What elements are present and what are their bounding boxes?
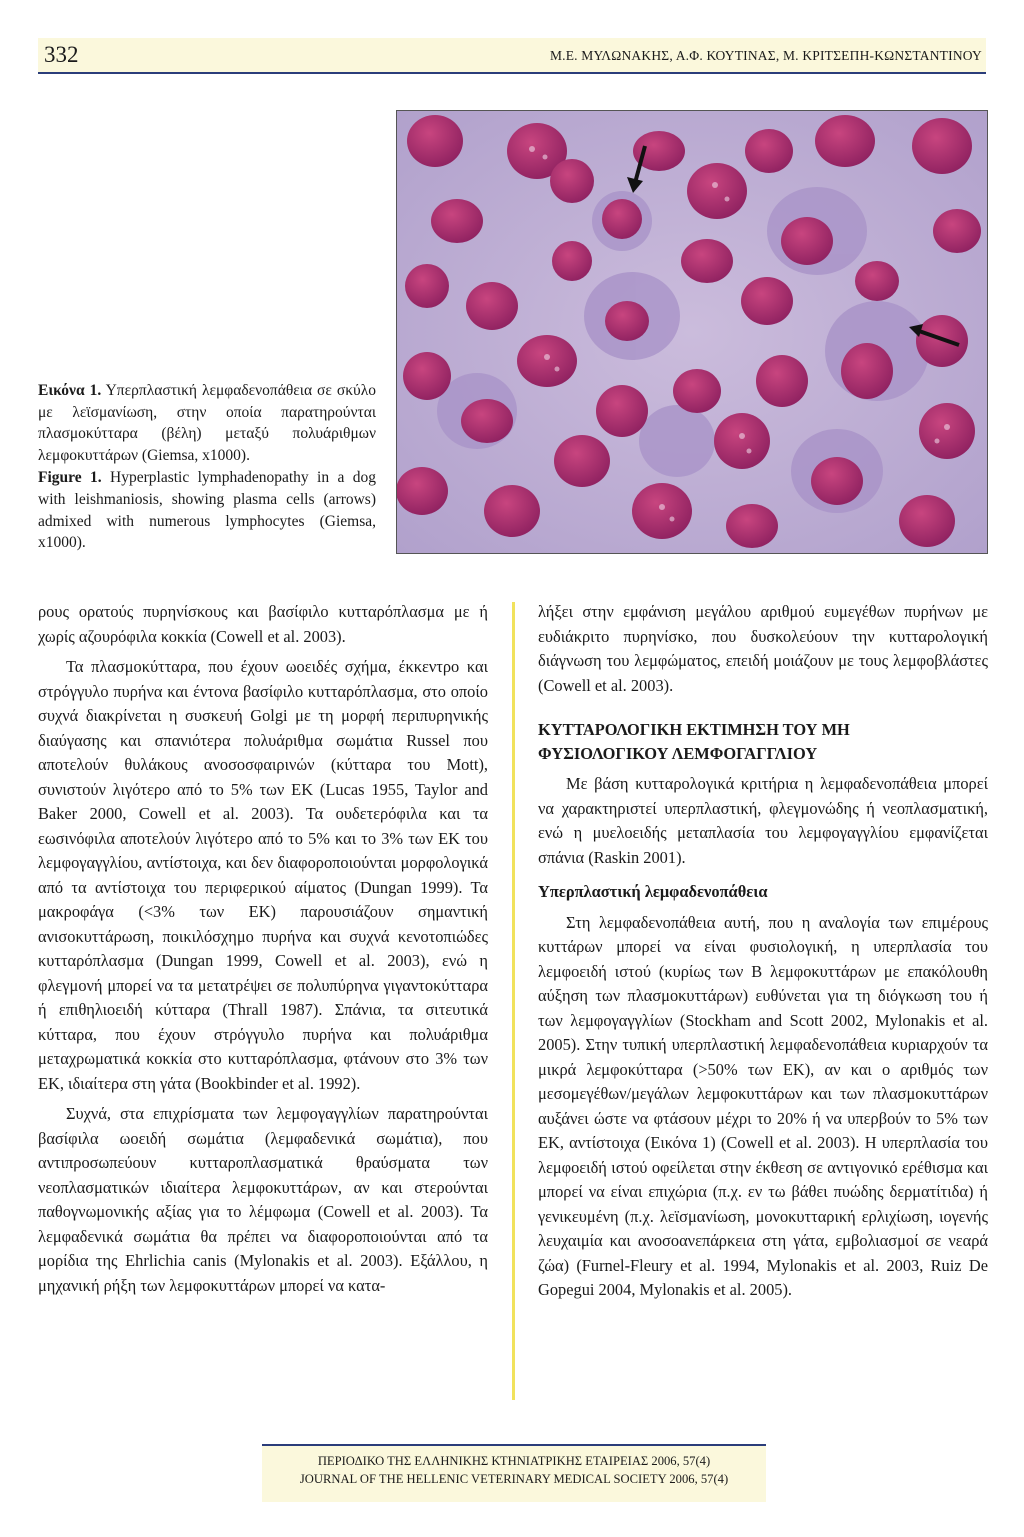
paragraph: Τα πλασμοκύτταρα, που έχουν ωοειδές σχήμα, έκκεντρο και στρόγγυλο πυρήνα και έντονα βασίφιλο κυτταρόπλασμα, στο οποίο συχνά διακρίνεται η συσκευή Golgi με τη μορφή περιπυρηνικής διαύγασης και σπανιότερα πολυάριθμα σωμάτια Russel που αποτελούν θυλάκους ανοσοσφαιρινών (κύτταρα του Mott), συνιστούν λιγότερο από το 5% των ΕΚ (Lucas 1955, Taylor and Baker 2000, Cowell et al. 2003). Τα ουδετερόφιλα και τα εωσινόφιλα αποτελούν λιγότερο από το 5% και το 3% των ΕΚ του λεμφογαγγλίου, αντίστοιχα, και δεν διαφοροποιούνται μορφολογικά από τα αντίστοιχα του περιφερικού αίματος (Dungan 1999). Τα μακροφάγα (<3% των ΕΚ) παρουσιάζουν σημαντική ανισοκυττάρωση, ποικιλόσχημο πυρήνα και συχνά κενοτοπιώδες κυτταρόπλασμα (Dungan 1999, Cowell et al. 2003), ενώ η φλεγμονή μπορεί να τα μετατρέψει σε πολυπύρηνα γιγαντοκύτταρα ή επιθηλιοειδή κύτταρα (Thrall 1987). Σπάνια, τα σιτευτικά κύτταρα, που έχουν στρόγγυλο πυρήνα και πολυάριθμα μεταχρωματικά κοκκία στο κυτταρόπλασμα, φτάνουν στο 3% των ΕΚ, ιδιαίτερα στη γάτα (Bookbinder et al. 1992). [38, 657, 488, 1093]
column-divider [512, 602, 515, 1400]
micrograph-image [397, 111, 987, 553]
caption-greek-label: Εικόνα 1. [38, 382, 102, 399]
paragraph: Συχνά, στα επιχρίσματα των λεμφογαγγλίων παρατηρούνται βασίφιλα ωοειδή σωμάτια (λεμφαδενικά σωμάτια), που αντιπροσωπεύουν κυτταροπλασματικά θραύσματα των νεοπλασματικών ιδιαίτερα λεμφοκυττάρων, αν και στερούνται παθογνωμονικής αξίας για το λέμφωμα (Cowell et al. 2003). Τα λεμφαδενικά σωμάτια θα πρέπει να διαφοροποιούνται από τα μορίδια της Ehrlichia canis (Mylonakis et al. 2003). Εξάλλου, η μηχανική ρήξη των λεμφοκυττάρων μπορεί να κατα- [38, 1104, 488, 1295]
paragraph: Στη λεμφαδενοπάθεια αυτή, που η αναλογία των επιμέρους κυττάρων μπορεί να είναι φυσιολογική, η υπερπλασία του λεμφοειδή ιστού (κυρίως των Β λεμφοκυττάρων με επακόλουθη αύξηση των πλασμοκυττάρων) ευθύνεται για τη διόγκωση του ή των λεμφογαγγλίων (Stockham and Scott 2002, Mylonakis et al. 2005). Στην τυπική υπερπλαστική λεμφαδενοπάθεια κυριαρχούν τα μικρά λεμφοκύτταρα (>50% των ΕΚ), αν και ο αριθμός των μεσομεγέθων/μεγάλων λεμφοκυττάρων και των πλασμοκυττάρων αυξάνει ώστε να φτάσουν μέχρι το 20% ή να υπερβούν το 5% των ΕΚ, αντίστοιχα (Εικόνα 1) (Cowell et al. 2003). Η υπερπλασία του λεμφοειδή ιστού οφείλεται στην έκθεση σε αντιγονικό ερέθισμα και μπορεί να είναι επιχώρια (π.χ. εν τω βάθει πυώδης δερματίτιδα) ή γενικευμένη (π.χ. λεϊσμανίωση, μονοκυτταρική ερλιχίωση, ιογενής λευχαιμία και ανοσοανεπάρκεια στη γάτα, εμβολιασμοί σε νεαρά ζώα) (Furnel-Fleury et al. 1994, Mylonakis et al. 2003, Ruiz De Gopegui 2004, Mylonakis et al. 2005). [538, 912, 988, 1299]
caption-english-text: Hyperplastic lymphadenopathy in a dog with leishmaniosis, showing plasma cells (arrows) admixed with numerous lymphocytes (Giemsa, x1000). [38, 469, 377, 552]
paragraph: ρους ορατούς πυρηνίσκους και βασίφιλο κυτταρόπλασμα με ή χωρίς αζουρόφιλα κοκκία (Cowell et al. 2003). [38, 602, 488, 646]
right-column [538, 600, 988, 1303]
section-heading-line-2: ΦΥΣΙΟΛΟΓΙΚΟΥ ΛΕΜΦΟΓΑΓΓΛΙΟΥ [538, 744, 818, 763]
footer-greek: ΠΕΡΙΟΔΙΚΟ ΤΗΣ ΕΛΛΗΝΙΚΗΣ ΚΤΗΝΙΑΤΡΙΚΗΣ ΕΤΑΙΡΕΙΑΣ 2006, 57(4) [317, 1454, 711, 1468]
figure-micrograph [396, 110, 988, 554]
left-column [38, 600, 488, 1298]
subsection-heading: Υπερπλαστική λεμφαδενοπάθεια [538, 882, 768, 901]
footer-english: JOURNAL OF THE HELLENIC VETERINARY MEDICAL SOCIETY 2006, 57(4) [299, 1472, 729, 1486]
figure-caption [38, 380, 376, 555]
running-header-authors: Μ.Ε. ΜΥΛΩΝΑΚΗΣ, Α.Φ. ΚΟΥΤΙΝΑΣ, Μ. ΚΡΙΤΣΕΠΗ-ΚΩΝΣΤΑΝΤΙΝΟΥ [549, 48, 982, 63]
running-header [38, 38, 986, 74]
caption-english [38, 467, 376, 553]
caption-greek [38, 380, 376, 466]
paragraph: Με βάση κυτταρολογικά κριτήρια η λεμφαδενοπάθεια μπορεί να χαρακτηριστεί υπερπλαστική, φλεγμονώδης ή νεοπλασματική, ενώ η μυελοειδής μεταπλασία του λεμφογαγγλίου εμφανίζεται σπάνια (Raskin 2001). [538, 774, 988, 867]
journal-footer [262, 1444, 766, 1502]
caption-english-label: Figure 1. [38, 469, 102, 487]
caption-greek-text: Υπερπλαστική λεμφαδενοπάθεια σε σκύλο με λεϊσμανίωση, στην οποία παρατηρούνται πλασμοκύτταρα (βέλη) μεταξύ πολυάριθμων λεμφοκυττάρων (Giemsa, x1000). [38, 382, 376, 464]
paragraph: λήξει στην εμφάνιση μεγάλου αριθμού ευμεγέθων πυρήνων με ευδιάκριτο πυρηνίσκο, που δυσκολεύουν την κυτταρολογική διάγνωση του λεμφώματος, επειδή μοιάζουν με τους λεμφοβλάστες (Cowell et al. 2003). [538, 602, 988, 695]
section-heading [538, 718, 988, 766]
section-heading-line-1: ΚΥΤΤΑΡΟΛΟΓΙΚΗ ΕΚΤΙΜΗΣΗ ΤΟΥ ΜΗ [538, 720, 850, 739]
page-number: 332 [44, 42, 79, 67]
